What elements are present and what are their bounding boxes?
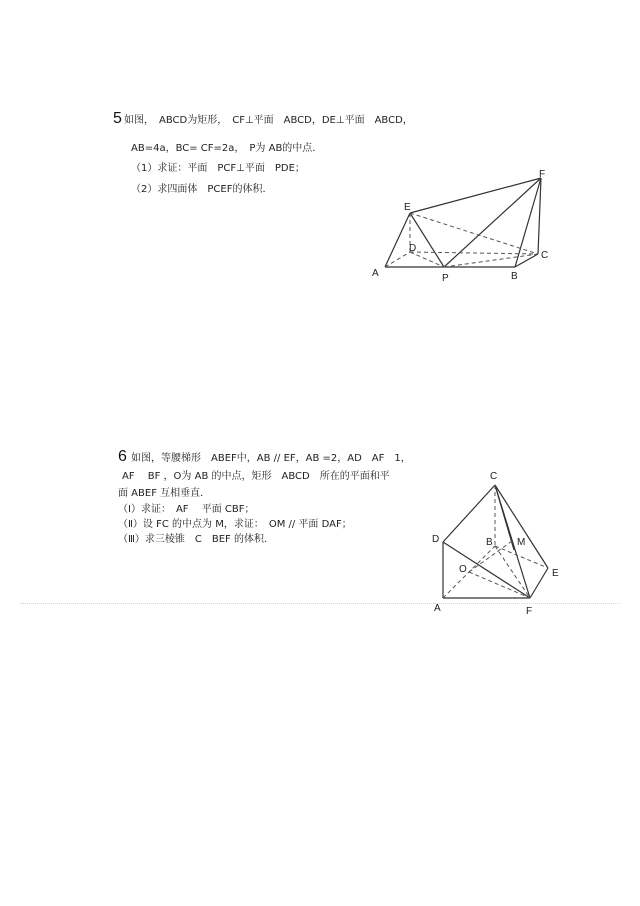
problem-6-line-3: 面 ABEF 互相垂直． — [118, 488, 211, 499]
label-B: B — [511, 271, 518, 282]
label-B: B — [486, 537, 493, 548]
edge-AD-hidden — [385, 252, 410, 267]
problem-5-question-1: （1）求证：平面 PCF⊥平面 PDE； — [131, 163, 305, 174]
edge-BC — [515, 254, 538, 267]
edge-OF-hidden — [469, 572, 530, 598]
edge-AE — [385, 213, 410, 267]
edge-PF — [444, 178, 541, 267]
edge-PC-hidden — [444, 254, 538, 267]
label-M: M — [517, 537, 526, 548]
edge-OM-hidden — [469, 541, 512, 572]
edge-DF — [443, 542, 530, 598]
problem-6-question-2: （Ⅱ）设 FC 的中点为 M，求证： OM // 平面 DAF； — [118, 519, 352, 530]
edge-DC-hidden — [410, 252, 538, 254]
edge-CF — [538, 178, 541, 254]
edge-EP — [410, 213, 444, 267]
edge-AB-hidden — [443, 546, 495, 598]
label-D: D — [409, 243, 417, 254]
edge-DP-hidden — [410, 252, 444, 267]
edge-BF — [515, 178, 541, 267]
label-F: F — [526, 606, 533, 617]
problem-5-question-2: （2）求四面体 PCEF的体积． — [131, 184, 273, 195]
problem-6-question-3: （Ⅲ）求三棱锥 C BEF 的体积． — [118, 534, 274, 545]
label-P: P — [442, 273, 449, 284]
problem-6-line-2: AF BF ，O为 AB 的中点，矩形 ABCD 所在的平面和平 — [122, 471, 390, 482]
problem-6-number: 6 — [118, 448, 127, 465]
label-C: C — [490, 471, 498, 482]
label-O: O — [459, 564, 467, 575]
edge-DC — [443, 485, 495, 542]
edge-CE — [495, 485, 548, 568]
edge-EF — [410, 178, 541, 213]
edge-FE — [530, 568, 548, 598]
problem-6-question-1: （Ⅰ）求证： AF 平面 CBF； — [118, 504, 255, 515]
edge-CF — [495, 485, 530, 598]
edge-BF-hidden — [495, 546, 530, 598]
problem-6-line-1: 如图，等腰梯形 ABEF中，AB // EF，AB =2，AD AF 1， — [131, 453, 411, 464]
edge-BE-hidden — [495, 546, 548, 568]
label-C: C — [541, 250, 549, 261]
problem-5-number: 5 — [113, 110, 122, 127]
problem-5-line-2: AB=4a，BC= CF=2a， P为 AB的中点． — [131, 143, 323, 154]
label-E: E — [404, 202, 411, 213]
label-E: E — [552, 568, 559, 579]
label-F: F — [539, 169, 546, 180]
label-D: D — [432, 534, 440, 545]
label-A: A — [372, 268, 379, 279]
edge-EC-hidden — [410, 213, 538, 254]
label-A: A — [434, 603, 441, 614]
edge-CM-part — [495, 485, 514, 550]
page-divider — [20, 603, 620, 604]
problem-5-line-1: 如图， ABCD为矩形， CF⊥平面 ABCD，DE⊥平面 ABCD， — [124, 115, 413, 126]
